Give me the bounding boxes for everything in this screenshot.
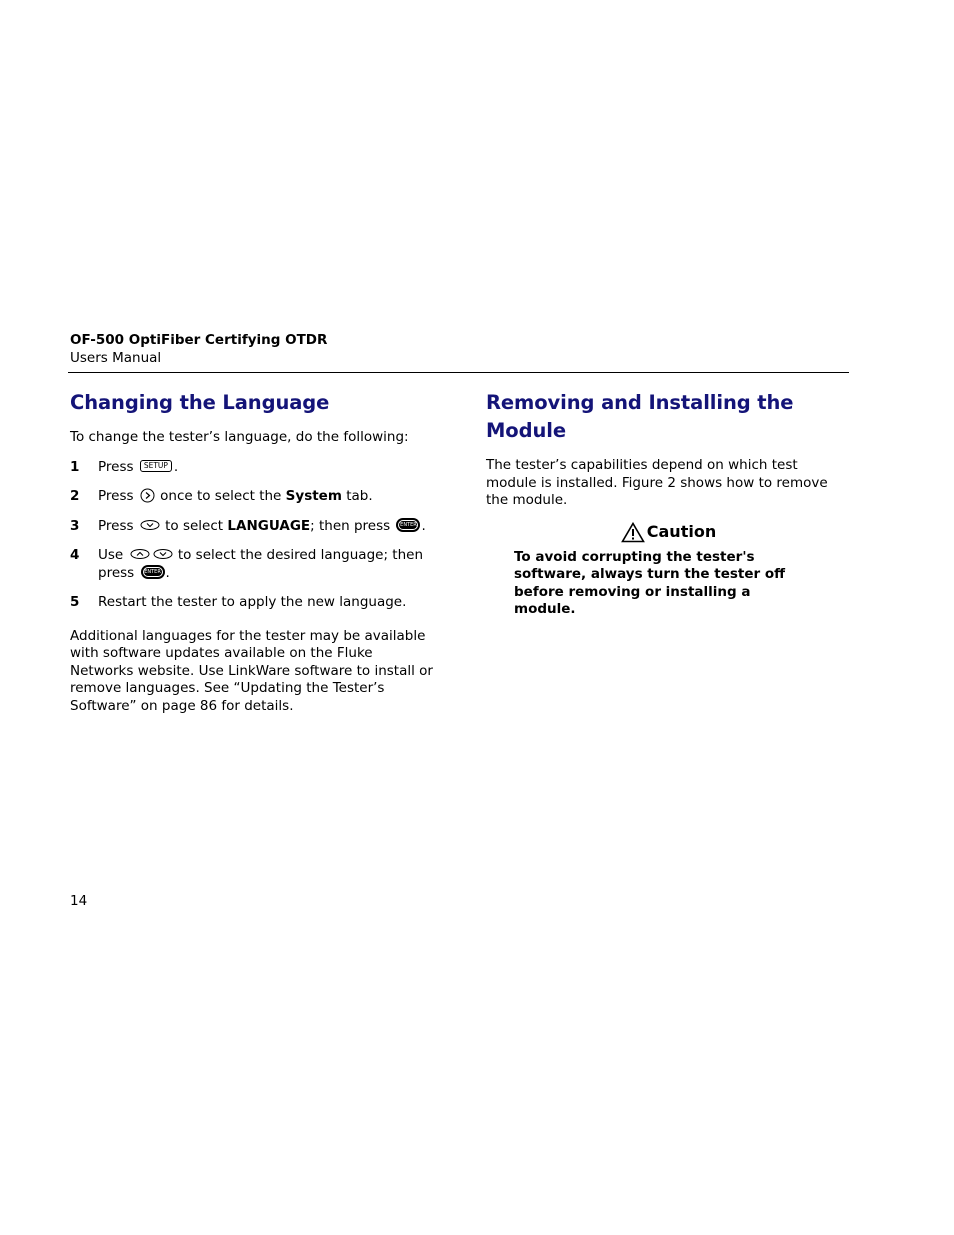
step-number: 5 <box>70 594 80 610</box>
caution-text: To avoid corrupting the tester's software, always turn the tester off before removing or installing a module. <box>514 548 786 617</box>
caution-title: Caution <box>646 522 717 541</box>
step-text: Press <box>98 488 134 504</box>
down-arrow-key-icon <box>140 519 160 531</box>
running-header <box>70 331 327 367</box>
step-text: ; then press <box>310 517 391 534</box>
right-column <box>486 389 851 619</box>
section-heading-module: Removing and Installing the Module <box>486 391 794 442</box>
step-2 <box>70 488 440 506</box>
step-text: . <box>173 458 179 475</box>
step-number: 4 <box>70 547 80 563</box>
step-text: . <box>165 564 170 581</box>
caution-heading <box>486 522 851 543</box>
up-arrow-key-icon <box>130 548 150 560</box>
header-divider <box>68 372 849 373</box>
step-text: Use <box>98 547 124 563</box>
setup-key-icon: SETUP <box>140 460 172 472</box>
down-arrow-key-icon <box>153 548 173 560</box>
step-text: tab. <box>346 488 373 504</box>
enter-key-icon <box>396 518 420 532</box>
step-text: Restart the tester to apply the new language. <box>98 594 407 610</box>
step-number: 2 <box>70 488 80 504</box>
step-text: once to select the <box>160 488 282 504</box>
section-heading-language: Changing the Language <box>70 391 330 414</box>
step-1 <box>70 459 440 477</box>
warning-triangle-icon <box>621 522 645 543</box>
module-intro: The tester’s capabilities depend on which test module is installed. Figure 2 shows how to remove the module. <box>486 457 828 508</box>
step-4 <box>70 547 440 582</box>
enter-key-label: ENTER <box>400 521 417 528</box>
language-steps <box>70 459 440 612</box>
enter-key-icon <box>141 565 165 579</box>
step-number: 3 <box>70 517 80 534</box>
additional-languages-note: Additional languages for the tester may be available with software updates available on the Fluke Networks website. Use LinkWare software to install or remove languages. See “Updating the Tester’s Software” on page 86 for details. <box>70 627 433 714</box>
system-tab-label: System <box>285 488 342 504</box>
step-text: to select the desired language; then press <box>98 547 424 581</box>
step-5 <box>70 594 440 612</box>
step-text: Press <box>98 517 134 534</box>
step-number: 1 <box>70 458 80 475</box>
manual-title: OF-500 OptiFiber Certifying OTDR <box>70 332 328 348</box>
step-text: to select <box>165 517 224 534</box>
manual-subtitle: Users Manual <box>70 350 162 366</box>
enter-key-label: ENTER <box>144 568 161 575</box>
left-column <box>70 389 440 715</box>
right-arrow-key-icon <box>140 488 155 503</box>
step-text: Press <box>98 458 134 475</box>
step-text: . <box>421 517 426 534</box>
language-intro: To change the tester’s language, do the following: <box>70 429 409 445</box>
page-number: 14 <box>70 893 88 909</box>
step-3 <box>70 518 440 536</box>
language-option-label: LANGUAGE <box>227 517 311 534</box>
